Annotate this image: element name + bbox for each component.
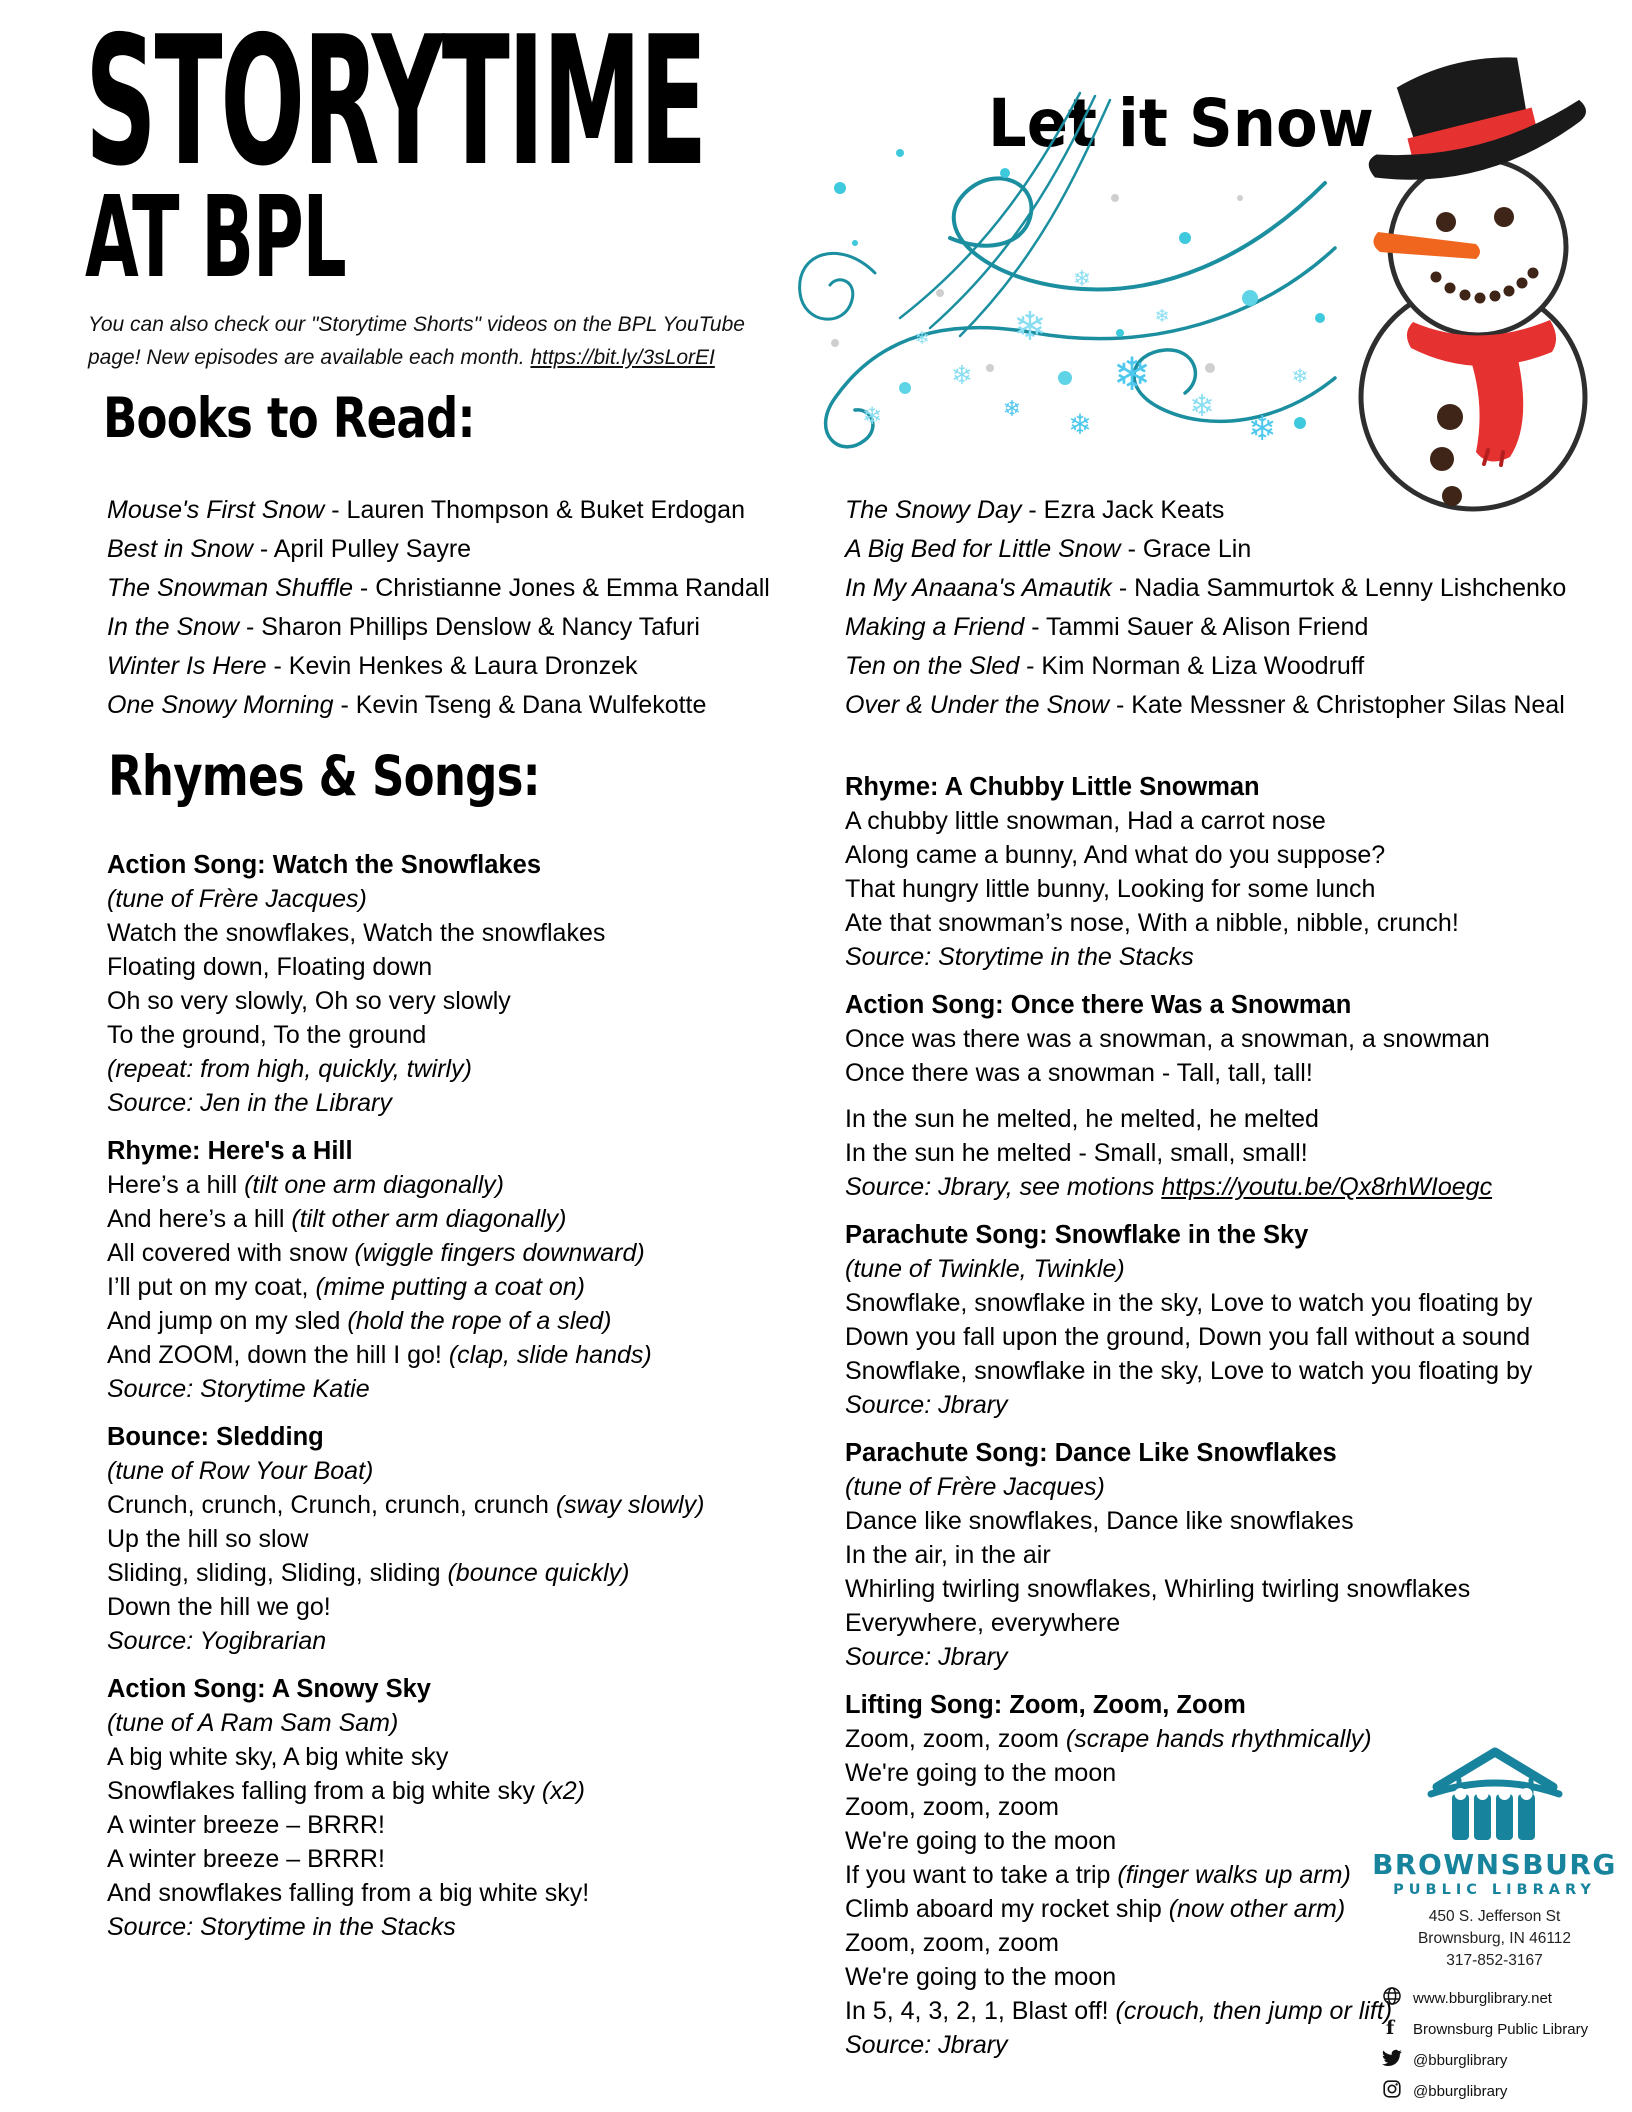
- book-authors: - April Pulley Sayre: [252, 535, 472, 563]
- song-text-segment: Once was there was a snowman, a snowman, a snowman: [845, 1025, 1490, 1053]
- book-title: Over & Under the Snow: [845, 691, 1110, 719]
- song-text-segment: Source: Yogibrarian: [107, 1627, 327, 1655]
- contact-row: [1382, 2017, 1632, 2041]
- song-text-segment: I’ll put on my coat,: [107, 1273, 316, 1301]
- song-text-segment: (clap, slide hands): [448, 1341, 652, 1369]
- song-text-segment: In the air, in the air: [845, 1541, 1051, 1569]
- song-line: [845, 1136, 1532, 1170]
- song-line: [845, 1170, 1532, 1204]
- song-text-segment: (tune of Frère Jacques): [845, 1473, 1105, 1501]
- song-text-segment: Crunch, crunch, Crunch, crunch, crunch: [107, 1491, 556, 1519]
- song-line: [107, 1876, 704, 1910]
- song-text-segment: Source: Jbrary: [845, 2031, 1008, 2059]
- page-title: STORYTIME: [85, 0, 706, 205]
- song-text-segment: Source: Jbrary, see motions: [845, 1173, 1162, 1201]
- song-text-segment: Zoom, zoom, zoom: [845, 1725, 1066, 1753]
- contact-text[interactable]: www.bburglibrary.net: [1413, 1989, 1552, 2007]
- song-line: [107, 1202, 704, 1236]
- svg-text:❄: ❄: [1189, 389, 1215, 424]
- contact-row: [1382, 2048, 1632, 2072]
- song-line: [107, 1522, 704, 1556]
- phone-number: 317-852-3167: [1446, 1952, 1543, 1969]
- song-text-segment: (wiggle fingers downward): [354, 1239, 645, 1267]
- facebook-icon: [1382, 2017, 1402, 2041]
- song-line: [107, 1842, 704, 1876]
- song-line: [845, 940, 1532, 974]
- song-line: [845, 1252, 1532, 1286]
- song-text-segment: Source: Jbrary: [845, 1391, 1008, 1419]
- song-text-segment: We're going to the moon: [845, 1827, 1117, 1855]
- song-title: Parachute Song: Dance Like Snowflakes: [845, 1439, 1337, 1467]
- song-line: [845, 804, 1532, 838]
- song-text-segment: And here’s a hill: [107, 1205, 292, 1233]
- song-text-segment: Source: Jbrary: [845, 1643, 1008, 1671]
- song-text-segment: Watch the snowflakes, Watch the snowflakes: [107, 919, 606, 947]
- song-text-segment: Everywhere, everywhere: [845, 1609, 1121, 1637]
- song-text-segment: Snowflake, snowflake in the sky, Love to watch you floating by: [845, 1357, 1533, 1385]
- song-text-segment: (tune of A Ram Sam Sam): [107, 1709, 399, 1737]
- song-text-segment: (now other arm): [1168, 1895, 1346, 1923]
- song-block: [107, 1672, 704, 1944]
- song-text-segment: Down you fall upon the ground, Down you fall without a sound: [845, 1323, 1531, 1351]
- song-title: Rhyme: A Chubby Little Snowman: [845, 773, 1260, 801]
- book-item: [107, 569, 770, 608]
- song-text-segment: And snowflakes falling from a big white sky!: [107, 1879, 590, 1907]
- song-text-segment: Zoom, zoom, zoom: [845, 1793, 1059, 1821]
- library-address: [1352, 1906, 1632, 1972]
- song-text-segment: And jump on my sled: [107, 1307, 348, 1335]
- song-text-segment: Oh so very slowly, Oh so very slowly: [107, 987, 511, 1015]
- song-line: [845, 1102, 1532, 1136]
- song-line: [845, 1320, 1532, 1354]
- song-line: [107, 1018, 704, 1052]
- song-text-segment: (sway slowly): [555, 1491, 705, 1519]
- song-text-segment: A big white sky, A big white sky: [107, 1743, 449, 1771]
- song-text-segment: A winter breeze – BRRR!: [107, 1811, 385, 1839]
- book-authors: - Ezra Jack Keats: [1021, 496, 1225, 524]
- song-block: [107, 1134, 704, 1406]
- twitter-icon: [1382, 2048, 1402, 2072]
- library-name-sub: PUBLIC LIBRARY: [1393, 1882, 1596, 1898]
- song-line: [845, 1470, 1532, 1504]
- song-text-segment: Up the hill so slow: [107, 1525, 309, 1553]
- song-line: [107, 1270, 704, 1304]
- youtube-note-text: page! New episodes are available each month.: [88, 346, 531, 369]
- song-text-segment: (tune of Row Your Boat): [107, 1457, 374, 1485]
- song-line: [845, 1022, 1532, 1056]
- library-name: BROWNSBURG: [1372, 1848, 1617, 1881]
- book-authors: - Kim Norman & Liza Woodruff: [1019, 652, 1365, 680]
- song-line: [107, 1236, 704, 1270]
- book-item: [845, 491, 1566, 530]
- book-authors: - Sharon Phillips Denslow & Nancy Tafuri: [239, 613, 700, 641]
- song-text-segment: (hold the rope of a sled): [347, 1307, 612, 1335]
- song-text-segment: Source: Storytime in the Stacks: [107, 1913, 456, 1941]
- book-title: The Snowy Day: [845, 496, 1022, 524]
- song-text-segment: In the sun he melted - Small, small, small!: [845, 1139, 1308, 1167]
- book-item: [107, 530, 770, 569]
- rhymes-column-left: [107, 848, 704, 1958]
- song-block: [845, 770, 1532, 974]
- song-text-segment: (x2): [541, 1777, 585, 1805]
- song-line: [107, 882, 704, 916]
- instagram-icon: [1382, 2079, 1402, 2103]
- song-line: [107, 1052, 704, 1086]
- books-list-left: [107, 491, 770, 725]
- song-source-link[interactable]: https://youtu.be/Qx8rhWIoegc: [1161, 1173, 1493, 1201]
- svg-text:❄: ❄: [1068, 408, 1092, 441]
- song-text-segment: Source: Jen in the Library: [107, 1089, 392, 1117]
- book-authors: - Christianne Jones & Emma Randall: [352, 574, 770, 602]
- rhymes-heading: Rhymes & Songs:: [108, 744, 540, 808]
- book-title: Best in Snow: [107, 535, 253, 563]
- song-text-segment: Ate that snowman’s nose, With a nibble, nibble, crunch!: [845, 909, 1459, 937]
- song-line: [107, 1556, 704, 1590]
- book-item: [845, 647, 1566, 686]
- book-title: In My Anaana's Amautik: [845, 574, 1112, 602]
- song-title: Bounce: Sledding: [107, 1423, 324, 1451]
- book-title: A Big Bed for Little Snow: [845, 535, 1121, 563]
- song-line: [845, 1606, 1532, 1640]
- book-authors: - Kate Messner & Christopher Silas Neal: [1109, 691, 1565, 719]
- svg-text:❄: ❄: [1154, 306, 1170, 327]
- book-item: [845, 686, 1566, 725]
- song-text-segment: (tune of Twinkle, Twinkle): [845, 1255, 1125, 1283]
- song-text-segment: Zoom, zoom, zoom: [845, 1929, 1059, 1957]
- book-item: [845, 530, 1566, 569]
- song-line: [845, 1572, 1532, 1606]
- song-block: [845, 1218, 1532, 1422]
- book-item: [107, 647, 770, 686]
- book-item: [845, 569, 1566, 608]
- svg-text:❄: ❄: [861, 402, 883, 430]
- song-text-segment: Snowflake, snowflake in the sky, Love to watch you floating by: [845, 1289, 1533, 1317]
- contact-row: [1382, 1986, 1632, 2010]
- song-text-segment: To the ground, To the ground: [107, 1021, 427, 1049]
- song-text-segment: Whirling twirling snowflakes, Whirling twirling snowflakes: [845, 1575, 1471, 1603]
- song-text-segment: (mime putting a coat on): [315, 1273, 586, 1301]
- library-logo-block: [1352, 1742, 1632, 2110]
- address-line: Brownsburg, IN 46112: [1417, 1930, 1572, 1947]
- verse-gap: [845, 1090, 1532, 1102]
- song-line: [107, 916, 704, 950]
- song-text-segment: (finger walks up arm): [1117, 1861, 1351, 1889]
- song-text-segment: Climb aboard my rocket ship: [845, 1895, 1169, 1923]
- song-text-segment: We're going to the moon: [845, 1963, 1117, 1991]
- song-text-segment: That hungry little bunny, Looking for some lunch: [845, 875, 1376, 903]
- song-line: [107, 1706, 704, 1740]
- address-line: 450 S. Jefferson St: [1428, 1908, 1561, 1925]
- song-line: [107, 1304, 704, 1338]
- song-title: Parachute Song: Snowflake in the Sky: [845, 1221, 1309, 1249]
- song-line: [107, 1454, 704, 1488]
- page-subtitle: AT BPL: [85, 173, 346, 303]
- song-line: [107, 1808, 704, 1842]
- song-text-segment: Source: Storytime in the Stacks: [845, 943, 1194, 971]
- svg-text:f: f: [1386, 2017, 1395, 2037]
- song-text-segment: Snowflakes falling from a big white sky: [107, 1777, 542, 1805]
- contact-text[interactable]: @bburglibrary: [1413, 2051, 1508, 2069]
- song-title: Action Song: Watch the Snowflakes: [107, 851, 541, 879]
- contact-text[interactable]: Brownsburg Public Library: [1413, 2020, 1589, 2038]
- song-text-segment: In 5, 4, 3, 2, 1, Blast off!: [845, 1997, 1116, 2025]
- svg-text:❄: ❄: [1247, 409, 1277, 449]
- song-line: [845, 1354, 1532, 1388]
- svg-text:❄: ❄: [1002, 397, 1022, 422]
- book-title: Making a Friend: [845, 613, 1025, 641]
- snowman-illustration: [1328, 52, 1628, 512]
- wind-swirl-graphic: [780, 78, 1345, 463]
- wind-swirl-illustration: [780, 78, 1345, 463]
- book-authors: - Kevin Henkes & Laura Dronzek: [266, 652, 638, 680]
- contact-row: [1382, 2079, 1632, 2103]
- song-text-segment: Once there was a snowman - Tall, tall, tall!: [845, 1059, 1313, 1087]
- song-title: Action Song: A Snowy Sky: [107, 1675, 431, 1703]
- youtube-note: [88, 308, 745, 374]
- song-block: [107, 848, 704, 1120]
- song-block: [845, 1436, 1532, 1674]
- youtube-note-line1: You can also check our "Storytime Shorts" videos on the BPL YouTube: [88, 313, 745, 336]
- song-line: [107, 1086, 704, 1120]
- song-text-segment: (crouch, then jump or lift): [1115, 1997, 1393, 2025]
- song-text-segment: Down the hill we go!: [107, 1593, 331, 1621]
- song-text-segment: A chubby little snowman, Had a carrot nose: [845, 807, 1326, 835]
- song-line: [845, 838, 1532, 872]
- song-text-segment: Dance like snowflakes, Dance like snowflakes: [845, 1507, 1354, 1535]
- book-item: [107, 686, 770, 725]
- book-title: In the Snow: [107, 613, 240, 641]
- song-text-segment: (repeat: from high, quickly, twirly): [107, 1055, 472, 1083]
- book-item: [845, 608, 1566, 647]
- book-title: Ten on the Sled: [845, 652, 1020, 680]
- song-text-segment: (tilt one arm diagonally): [244, 1171, 504, 1199]
- song-line: [845, 1056, 1532, 1090]
- song-line: [107, 1488, 704, 1522]
- svg-text:❄: ❄: [914, 328, 930, 349]
- book-title: The Snowman Shuffle: [107, 574, 353, 602]
- youtube-note-line2: [88, 341, 745, 374]
- library-logo-icon: [1425, 1742, 1565, 1842]
- song-text-segment: Along came a bunny, And what do you suppose?: [845, 841, 1386, 869]
- song-line: [845, 1286, 1532, 1320]
- song-line: [845, 1388, 1532, 1422]
- song-line: [107, 984, 704, 1018]
- theme-title: Let it Snow: [988, 85, 1374, 162]
- song-line: [107, 1372, 704, 1406]
- book-authors: - Kevin Tseng & Dana Wulfekotte: [333, 691, 707, 719]
- song-line: [107, 950, 704, 984]
- song-text-segment: If you want to take a trip: [845, 1861, 1118, 1889]
- svg-text:❄: ❄: [1013, 304, 1047, 350]
- song-text-segment: Here’s a hill: [107, 1171, 245, 1199]
- book-authors: - Lauren Thompson & Buket Erdogan: [324, 496, 745, 524]
- svg-text:❄: ❄: [1112, 347, 1152, 401]
- song-line: [107, 1740, 704, 1774]
- song-text-segment: Sliding, sliding, Sliding, sliding: [107, 1559, 448, 1587]
- song-block: [845, 988, 1532, 1204]
- song-text-segment: Source: Storytime Katie: [107, 1375, 370, 1403]
- book-authors: - Grace Lin: [1120, 535, 1252, 563]
- song-text-segment: A winter breeze – BRRR!: [107, 1845, 385, 1873]
- song-line: [107, 1910, 704, 1944]
- svg-text:❄: ❄: [1291, 364, 1309, 388]
- song-title: Rhyme: Here's a Hill: [107, 1137, 353, 1165]
- song-text-segment: (tilt other arm diagonally): [291, 1205, 567, 1233]
- bitly-link[interactable]: https://bit.ly/3sLorEI: [530, 346, 715, 369]
- song-text-segment: We're going to the moon: [845, 1759, 1117, 1787]
- song-line: [107, 1338, 704, 1372]
- books-heading: Books to Read:: [103, 386, 475, 450]
- song-line: [845, 1640, 1532, 1674]
- song-title: Action Song: Once there Was a Snowman: [845, 991, 1352, 1019]
- song-line: [107, 1624, 704, 1658]
- song-text-segment: (scrape hands rhythmically): [1065, 1725, 1372, 1753]
- song-line: [107, 1774, 704, 1808]
- svg-text:❄: ❄: [1072, 267, 1092, 292]
- song-title: Lifting Song: Zoom, Zoom, Zoom: [845, 1691, 1246, 1719]
- song-text-segment: Floating down, Floating down: [107, 953, 433, 981]
- song-text-segment: All covered with snow: [107, 1239, 355, 1267]
- song-text-segment: (tune of Frère Jacques): [107, 885, 367, 913]
- song-line: [845, 1504, 1532, 1538]
- song-line: [107, 1168, 704, 1202]
- globe-icon: [1382, 1986, 1402, 2010]
- song-line: [845, 872, 1532, 906]
- song-line: [845, 1538, 1532, 1572]
- library-contacts: [1352, 1986, 1632, 2103]
- svg-text:❄: ❄: [951, 361, 973, 391]
- book-authors: - Tammi Sauer & Alison Friend: [1024, 613, 1369, 641]
- book-authors: - Nadia Sammurtok & Lenny Lishchenko: [1111, 574, 1567, 602]
- song-text-segment: (bounce quickly): [447, 1559, 630, 1587]
- book-title: Winter Is Here: [107, 652, 267, 680]
- book-item: [107, 608, 770, 647]
- contact-text[interactable]: @bburglibrary: [1413, 2082, 1508, 2100]
- book-item: [107, 491, 770, 530]
- song-text-segment: In the sun he melted, he melted, he melted: [845, 1105, 1319, 1133]
- song-line: [845, 906, 1532, 940]
- book-title: Mouse's First Snow: [107, 496, 325, 524]
- books-list-right: [845, 491, 1566, 725]
- snowman-graphic: [1328, 52, 1628, 512]
- song-text-segment: And ZOOM, down the hill I go!: [107, 1341, 449, 1369]
- song-line: [107, 1590, 704, 1624]
- song-block: [107, 1420, 704, 1658]
- book-title: One Snowy Morning: [107, 691, 334, 719]
